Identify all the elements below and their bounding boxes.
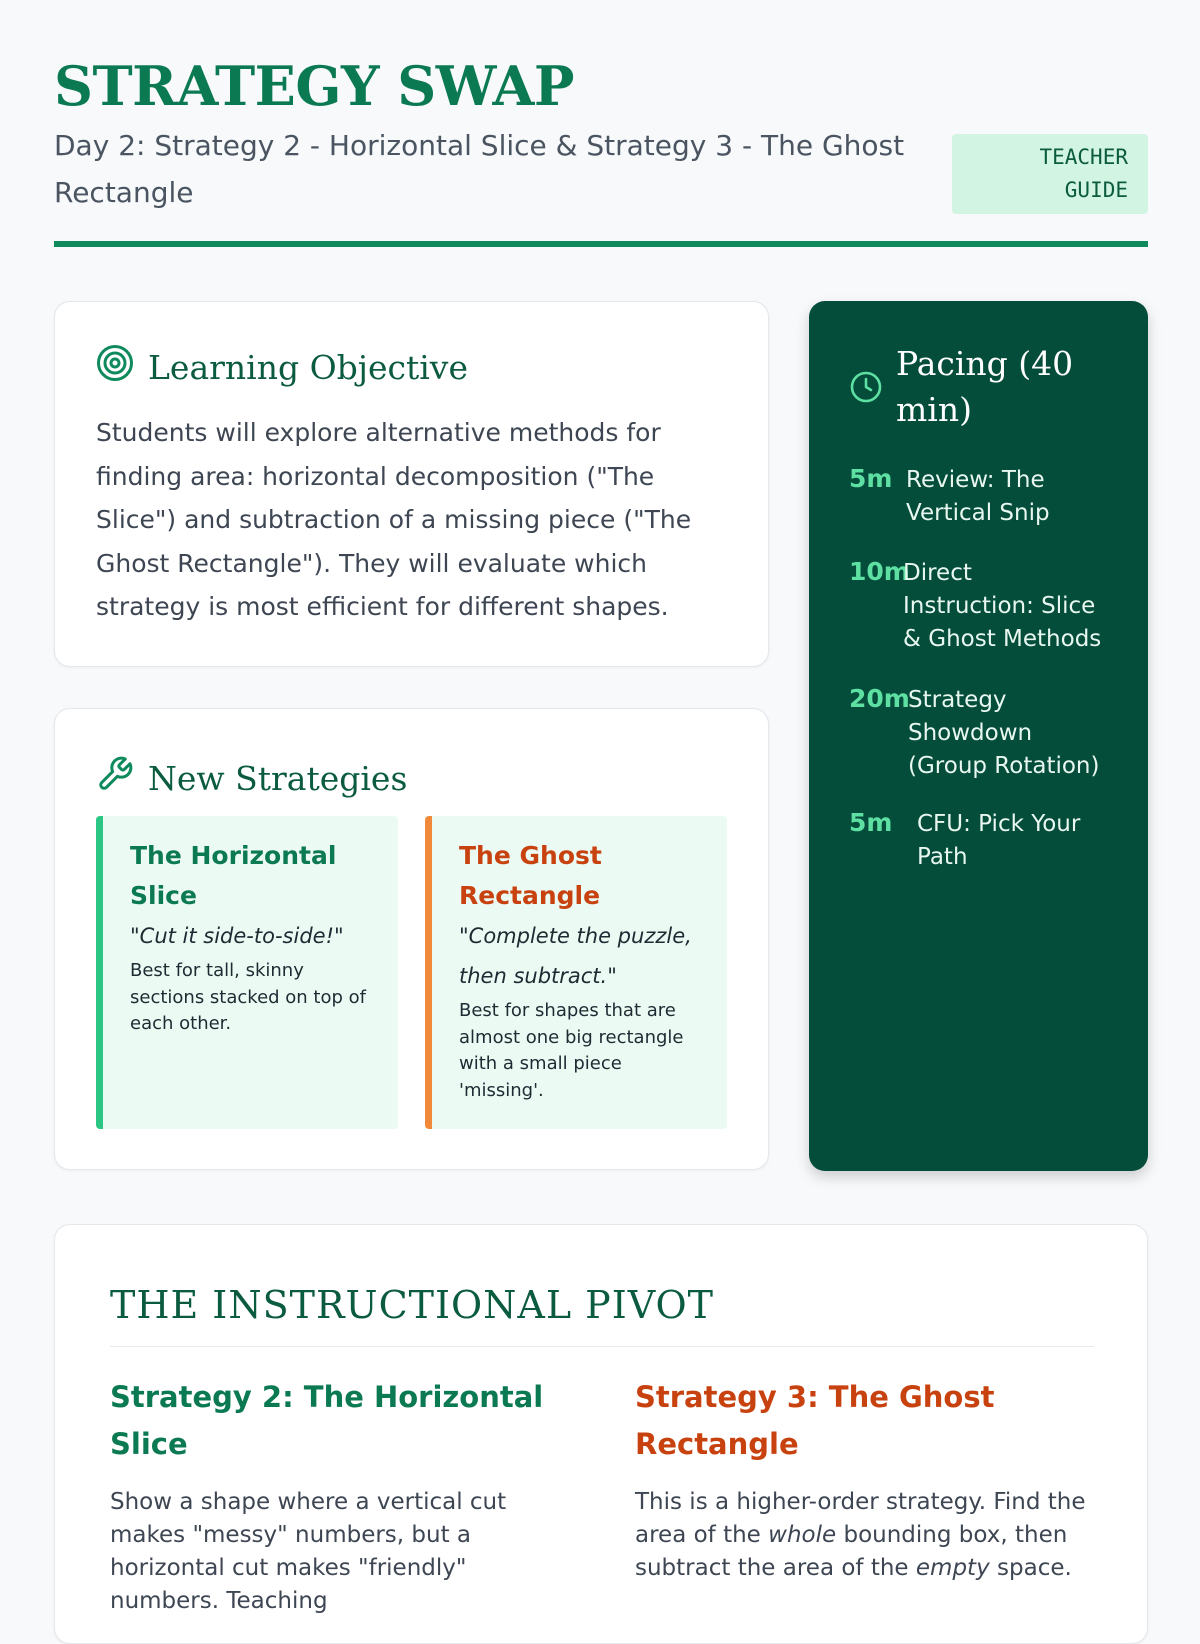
pacing-label: Strategy Showdown (Group Rotation) [908,687,1100,779]
new-strategies-title: New Strategies [148,758,408,798]
strategy-name: The Horizontal Slice [130,841,337,910]
target-icon [96,344,148,390]
pivot-column-ghost-rectangle [635,1374,1095,1585]
new-strategies-heading [96,755,407,801]
strategy-quote: "Cut it side-to-side!" [130,924,344,948]
pacing-panel [809,301,1148,1171]
pacing-time: 5m [849,808,893,837]
strategy-card-horizontal-slice [96,816,398,1129]
strategy-description: Best for shapes that are almost one big rectangle with a small piece 'missing'. [459,1000,684,1101]
strategy-description: Best for tall, skinny sections stacked on top of each other. [130,960,367,1034]
learning-objective-title: Learning Objective [148,347,468,387]
header-divider [54,241,1148,247]
strategy-quote: "Complete the puzzle, then subtract." [459,924,692,988]
pacing-time: 20m [849,684,910,713]
pacing-label: Review: The Vertical Snip [906,467,1050,526]
clock-icon [849,370,883,408]
pivot-strategy-body: Show a shape where a vertical cut makes "messy" numbers, but a horizontal cut makes "friendly" numbers. Teaching [110,1489,507,1614]
page-subtitle: Day 2: Strategy 2 - Horizontal Slice & Strategy 3 - The Ghost Rectangle [54,129,905,209]
pacing-label: Direct Instruction: Slice & Ghost Methods [903,560,1102,652]
pivot-body-emphasis: empty [915,1555,990,1581]
wrench-icon [96,755,148,801]
pivot-strategy-heading: Strategy 3: The Ghost Rectangle [635,1380,995,1461]
badge-line-2: GUIDE [1064,178,1128,202]
pivot-body-text: space. [989,1555,1072,1581]
strategy-card-ghost-rectangle [425,816,727,1129]
pacing-label: CFU: Pick Your Path [917,811,1081,870]
badge-line-1: TEACHER [1039,145,1128,169]
pivot-divider [110,1346,1094,1347]
pivot-body-text: This is a higher-order strategy. Find the area of the [635,1489,1086,1548]
page-title: STRATEGY SWAP [54,54,574,118]
new-strategies-card [54,708,769,1170]
pivot-body-emphasis: whole [768,1522,837,1548]
teacher-guide-badge [952,134,1148,214]
instructional-pivot-title: THE INSTRUCTIONAL PIVOT [110,1283,715,1327]
pacing-time: 5m [849,464,893,493]
learning-objective-heading [96,344,468,390]
learning-objective-text: Students will explore alternative methods for finding area: horizontal decomposition ("The Slice") and subtraction of a missing piece ("The Ghost Rectangle"). They will evaluate which strategy is most efficient for different shapes. [96,418,692,621]
pacing-time: 10m [849,557,910,586]
pacing-title: Pacing (40 min) [896,344,1074,429]
pivot-strategy-body [635,1486,1095,1585]
learning-objective-card [54,301,769,667]
instructional-pivot-card [54,1224,1148,1644]
pivot-strategy-heading: Strategy 2: The Horizontal Slice [110,1380,544,1461]
strategy-name: The Ghost Rectangle [459,841,602,910]
page-header [54,54,1148,209]
pivot-body-text: bounding box, then subtract the area of the [635,1522,1068,1581]
pivot-column-horizontal-slice [110,1374,570,1618]
